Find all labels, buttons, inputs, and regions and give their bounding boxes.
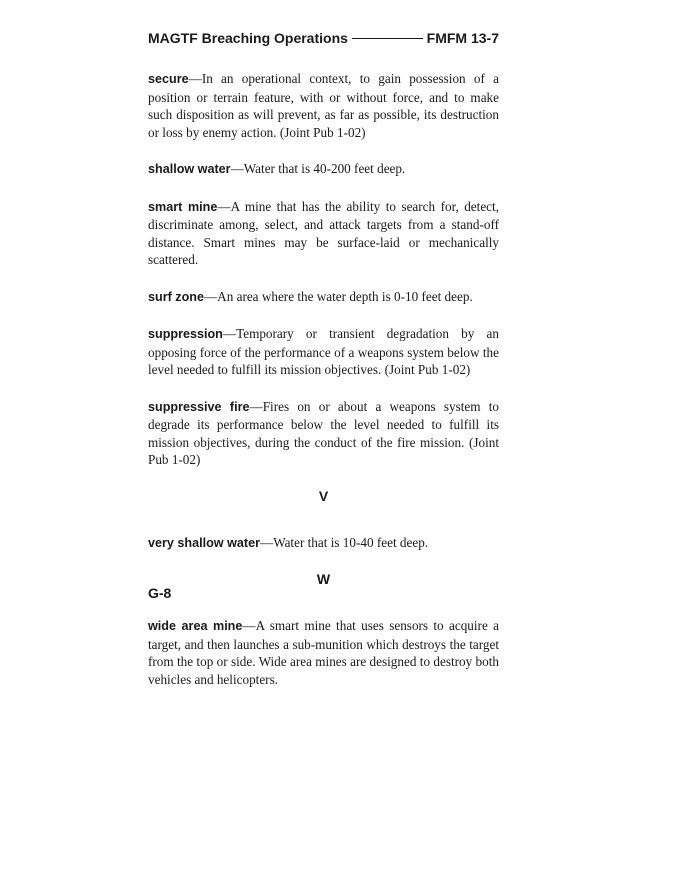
glossary-entry-suppression xyxy=(148,325,499,379)
header-title: MAGTF Breaching Operations xyxy=(148,30,348,46)
section-heading-w: W xyxy=(316,571,331,587)
running-header xyxy=(148,28,499,48)
page-number: G-8 xyxy=(148,585,172,601)
glossary-entry-smart-mine xyxy=(148,198,499,269)
glossary-entry-shallow-water xyxy=(148,160,499,179)
glossary-entry-suppressive-fire xyxy=(148,398,499,469)
glossary-entry-secure xyxy=(148,70,499,141)
glossary-term: shallow water xyxy=(148,162,231,176)
glossary-definition: —Water that is 40-200 feet deep. xyxy=(230,161,406,176)
glossary-entry-very-shallow-water xyxy=(148,534,499,553)
header-publication-number: FMFM 13-7 xyxy=(426,30,499,46)
glossary-term: surf zone xyxy=(148,289,204,304)
glossary-term: wide area mine xyxy=(148,619,243,633)
glossary-definition: —A smart mine that uses sensors to acquire a target, and then launches a sub-munition which destroys the target from the top or side. Wide area mines are designed to destroy both vehicles and helicopters. xyxy=(148,618,499,687)
glossary-page xyxy=(148,28,499,707)
glossary-term: very shallow water xyxy=(148,535,260,550)
glossary-term: smart mine xyxy=(148,199,218,214)
glossary-term: suppression xyxy=(148,327,223,341)
glossary-entry-wide-area-mine xyxy=(148,617,499,688)
section-heading-v: V xyxy=(318,487,329,504)
glossary-definition: —In an operational context, to gain possession of a position or terrain feature, with or without force, and to make such disposition as will prevent, as far as possible, its destruction or loss by enemy action. (Joint Pub 1-02) xyxy=(148,71,499,140)
header-rule xyxy=(352,38,423,39)
glossary-definition: —Temporary or transient degradation by an opposing force of the performance of a weapons system below the level needed to fulfill its mission objectives. (Joint Pub 1-02) xyxy=(148,326,499,377)
glossary-entry-surf-zone xyxy=(148,288,499,307)
glossary-definition: —An area where the water depth is 0-10 feet deep. xyxy=(203,288,473,304)
glossary-definition: —A mine that has the ability to search for, detect, discriminate among, select, and attack targets from a stand-off distance. Smart mines may be surface-laid or mechanically scattered. xyxy=(148,198,499,267)
glossary-definition: —Water that is 10-40 feet deep. xyxy=(260,534,429,550)
glossary-term: secure xyxy=(148,72,189,86)
glossary-term: suppressive fire xyxy=(148,399,250,414)
glossary-definition: —Fires on or about a weapons system to degrade its performance below the level needed to fulfill its mission objectives, during the conduct of the fire mission. (Joint Pub 1-02) xyxy=(148,398,499,467)
